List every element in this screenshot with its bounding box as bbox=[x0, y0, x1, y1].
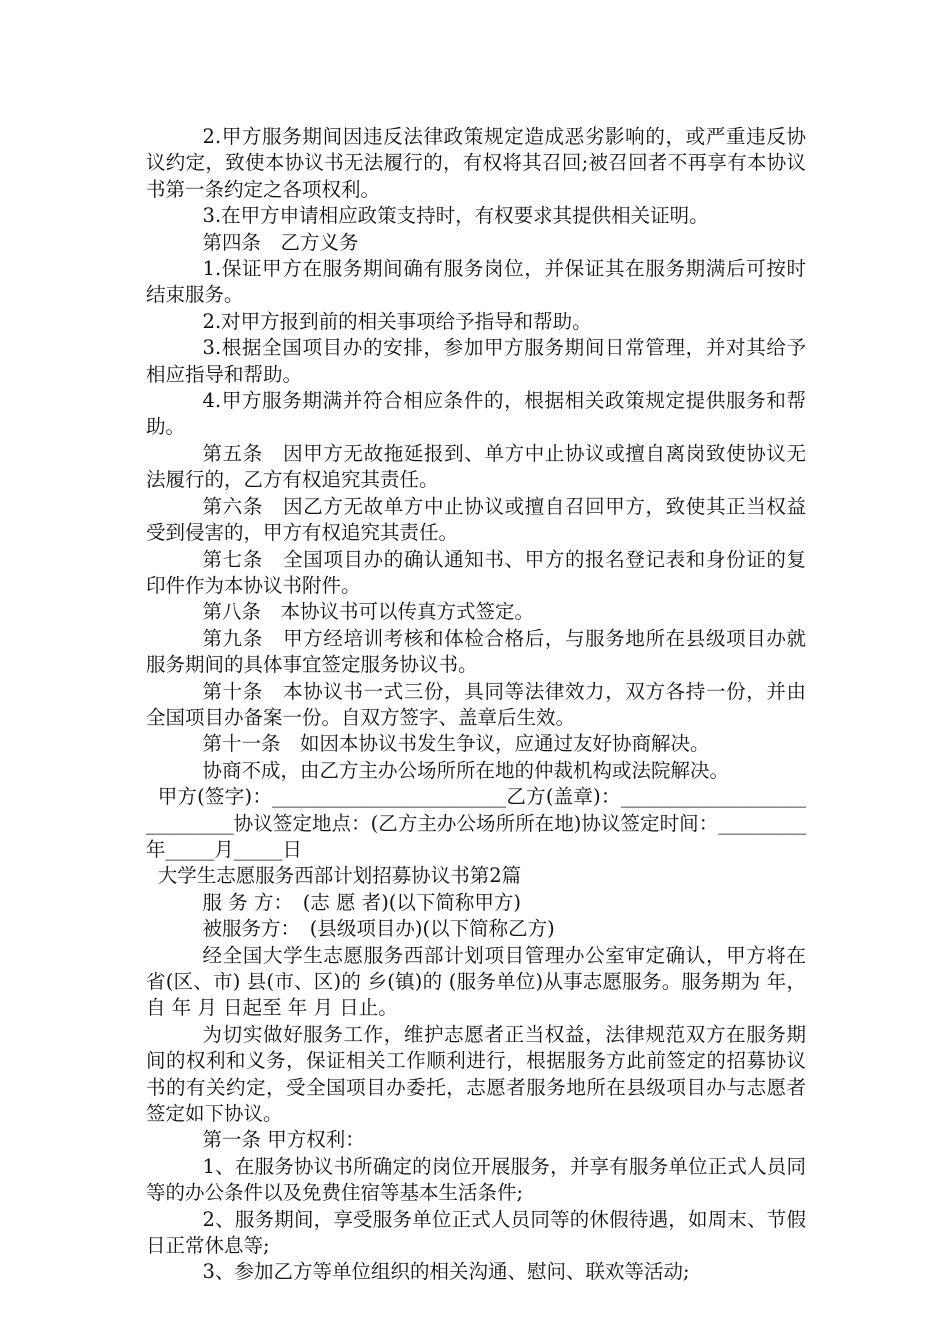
list-item: 1、在服务协议书所确定的岗位开展服务，并享有服务单位正式人员同等的办公条件以及免费住宿等基本生活条件; bbox=[146, 1154, 806, 1205]
paragraph: 为切实做好服务工作，维护志愿者正当权益，法律规范双方在服务期间的权利和义务，保证相关工作顺利进行，根据服务方此前签定的招募协议书的有关约定，受全国项目办委托，志愿者服务地所在县级项目办与志愿者签定如下协议。 bbox=[146, 1022, 806, 1126]
party-line: 服 务 方： (志 愿 者)(以下简称甲方) bbox=[202, 890, 522, 914]
signature-block: 甲方(签字)：________________________乙方(盖章)：____________________________协议签定地点：(乙方主办公场所所在地)协议签定时间：_________年_____月_____日 bbox=[146, 785, 806, 861]
article: 第十一条 如因本协议书发生争议，应通过友好协商解决。 bbox=[202, 732, 710, 756]
article: 第九条 甲方经培训考核和体检合格后，与服务地所在县级项目办就服务期间的具体事宜签定服务协议书。 bbox=[146, 626, 806, 677]
section-heading: 第一条 甲方权利： bbox=[202, 1128, 365, 1152]
list-item: 3、参加乙方等单位组织的相关沟通、慰问、联欢等活动; bbox=[202, 1260, 690, 1284]
second-document-title: 大学生志愿服务西部计划招募协议书第2篇 bbox=[157, 864, 522, 888]
article: 第八条 本协议书可以传真方式签定。 bbox=[202, 600, 535, 624]
paragraph: 1.保证甲方在服务期间确有服务岗位，并保证其在服务期满后可按时结束服务。 bbox=[146, 257, 806, 307]
document-body bbox=[146, 124, 806, 1286]
article: 第七条 全国项目办的确认通知书、甲方的报名登记表和身份证的复印件作为本协议书附件。 bbox=[146, 547, 806, 597]
article: 第五条 因甲方无故拖延报到、单方中止协议或擅自离岗致使协议无法履行的，乙方有权追究其责任。 bbox=[146, 441, 806, 492]
section-heading: 第四条 乙方义务 bbox=[202, 230, 359, 254]
paragraph: 3.在甲方申请相应政策支持时，有权要求其提供相关证明。 bbox=[202, 204, 709, 228]
article: 第六条 因乙方无故单方中止协议或擅自召回甲方，致使其正当权益受到侵害的，甲方有权追究其责任。 bbox=[146, 494, 806, 545]
paragraph: 经全国大学生志愿服务西部计划项目管理办公室审定确认，甲方将在 省(区、市) 县(市、区)的 乡(镇)的 (服务单位)从事志愿服务。服务期为 年，自 年 月 日起至 年 月 日止。 bbox=[146, 943, 806, 1020]
paragraph: 2.甲方服务期间因违反法律政策规定造成恶劣影响的，或严重违反协议约定，致使本协议书无法履行的，有权将其召回;被召回者不再享有本协议书第一条约定之各项权利。 bbox=[146, 125, 806, 201]
party-line: 被服务方： (县级项目办)(以下简称乙方) bbox=[202, 917, 555, 941]
article: 第十条 本协议书一式三份，具同等法律效力，双方各持一份，并由全国项目办备案一份。自双方签字、盖章后生效。 bbox=[146, 679, 806, 729]
paragraph: 2.对甲方报到前的相关事项给予指导和帮助。 bbox=[202, 309, 592, 333]
paragraph: 4.甲方服务期满并符合相应条件的，根据相关政策规定提供服务和帮助。 bbox=[146, 389, 806, 439]
paragraph: 3.根据全国项目办的安排，参加甲方服务期间日常管理，并对其给予相应指导和帮助。 bbox=[146, 336, 806, 386]
list-item: 2、服务期间，享受服务单位正式人员同等的休假待遇，如周末、节假日正常休息等; bbox=[146, 1207, 806, 1258]
paragraph: 协商不成，由乙方主办公场所所在地的仲裁机构或法院解决。 bbox=[202, 758, 730, 782]
